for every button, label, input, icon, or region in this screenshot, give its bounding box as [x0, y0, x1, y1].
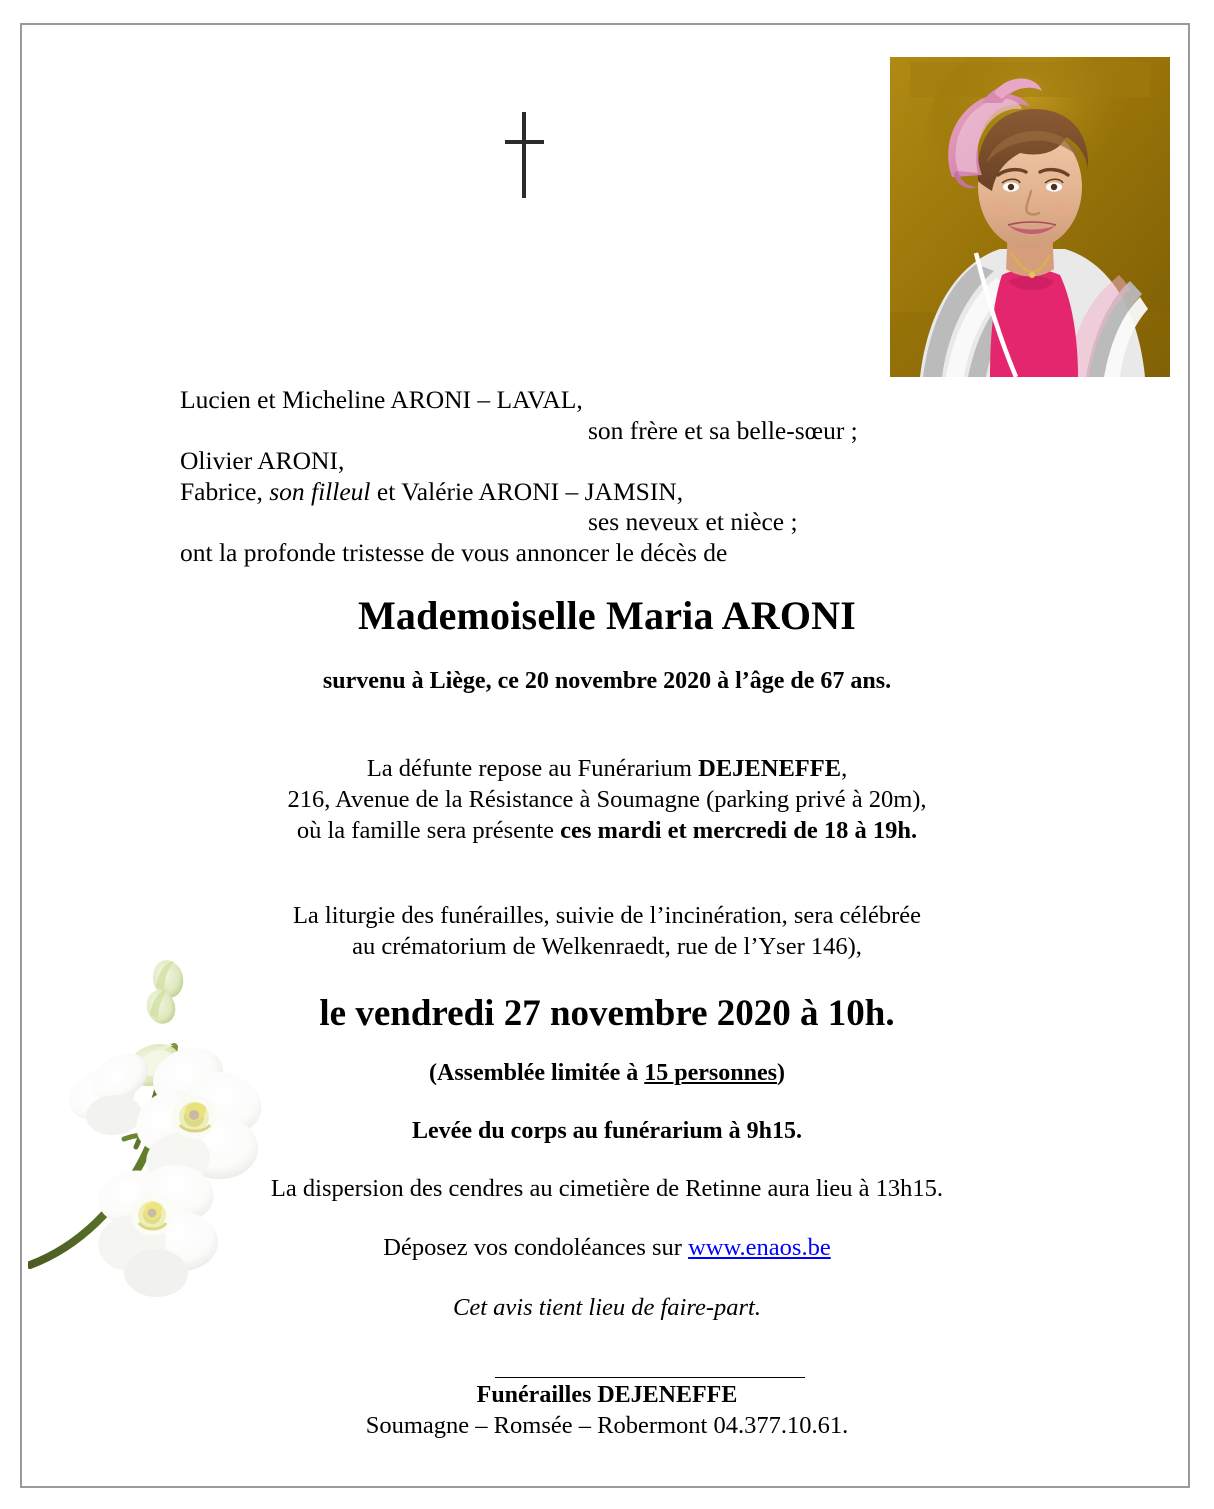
- latin-cross-icon: [494, 112, 556, 198]
- family-line-2: Olivier ARONI,: [180, 446, 345, 475]
- repose-line-3-prefix: où la famille sera présente: [296, 817, 561, 844]
- visiting-hours: ces mardi et mercredi de 18 à 19h.: [560, 817, 918, 844]
- ceremony-datetime: le vendredi 27 novembre 2020 à 10h.: [319, 993, 895, 1034]
- assembly-limit-note: [0, 1060, 1214, 1087]
- family-line-3: [180, 477, 1040, 508]
- assembly-count: 15 personnes: [644, 1060, 777, 1086]
- announce-line: ont la profonde tristesse de vous annoncer le décès de: [180, 537, 728, 567]
- condolences-prefix: Déposez vos condoléances sur: [383, 1234, 689, 1261]
- faire-part-notice: Cet avis tient lieu de faire-part.: [452, 1294, 761, 1321]
- family-relation-1: son frère et sa belle-sœur ;: [588, 415, 858, 445]
- repose-line-3: [0, 815, 1214, 846]
- family-relation-2: ses neveux et nièce ;: [588, 507, 798, 536]
- funeral-home-locations: Soumagne – Romsée – Robermont 04.377.10.61.: [365, 1412, 849, 1439]
- repose-line-1: [0, 753, 1214, 784]
- assembly-prefix: (Assemblée limitée à: [429, 1060, 645, 1086]
- family-line-3-suffix: et Valérie ARONI – JAMSIN,: [370, 476, 684, 506]
- family-line-1: Lucien et Micheline ARONI – LAVAL,: [180, 385, 583, 414]
- deceased-name: Mademoiselle Maria ARONI: [357, 593, 857, 638]
- condolences-line: [0, 1234, 1214, 1262]
- funerarium-name: DEJENEFFE: [698, 755, 842, 782]
- liturgy-line-2: au crématorium de Welkenraedt, rue de l’Yser 146),: [352, 933, 862, 960]
- repose-line-1-suffix: ,: [841, 755, 848, 782]
- repose-address: 216, Avenue de la Résistance à Soumagne (parking privé à 20m),: [287, 786, 927, 813]
- family-line-3-italic: son filleul: [269, 476, 371, 506]
- assembly-suffix: ): [776, 1060, 785, 1086]
- family-line-3-prefix: Fabrice,: [180, 476, 270, 506]
- condolences-website-link[interactable]: www.enaos.be: [688, 1234, 831, 1261]
- family-announcement-block: [180, 385, 1040, 568]
- funeral-home-name: Funérailles DEJENEFFE: [476, 1382, 738, 1408]
- body-removal-note: Levée du corps au funérarium à 9h15.: [412, 1118, 802, 1144]
- death-details: survenu à Liège, ce 20 novembre 2020 à l’âge de 67 ans.: [322, 668, 892, 694]
- liturgy-information: [0, 900, 1214, 962]
- deceased-portrait-photo: [890, 57, 1170, 377]
- footer-divider: [495, 1377, 805, 1378]
- repose-line-1-prefix: La défunte repose au Funérarium: [366, 755, 699, 782]
- repose-information: [0, 753, 1214, 846]
- liturgy-line-1: La liturgie des funérailles, suivie de l’incinération, sera célébrée: [292, 902, 922, 929]
- ashes-dispersal-note: La dispersion des cendres au cimetière de Retinne aura lieu à 13h15.: [270, 1175, 944, 1202]
